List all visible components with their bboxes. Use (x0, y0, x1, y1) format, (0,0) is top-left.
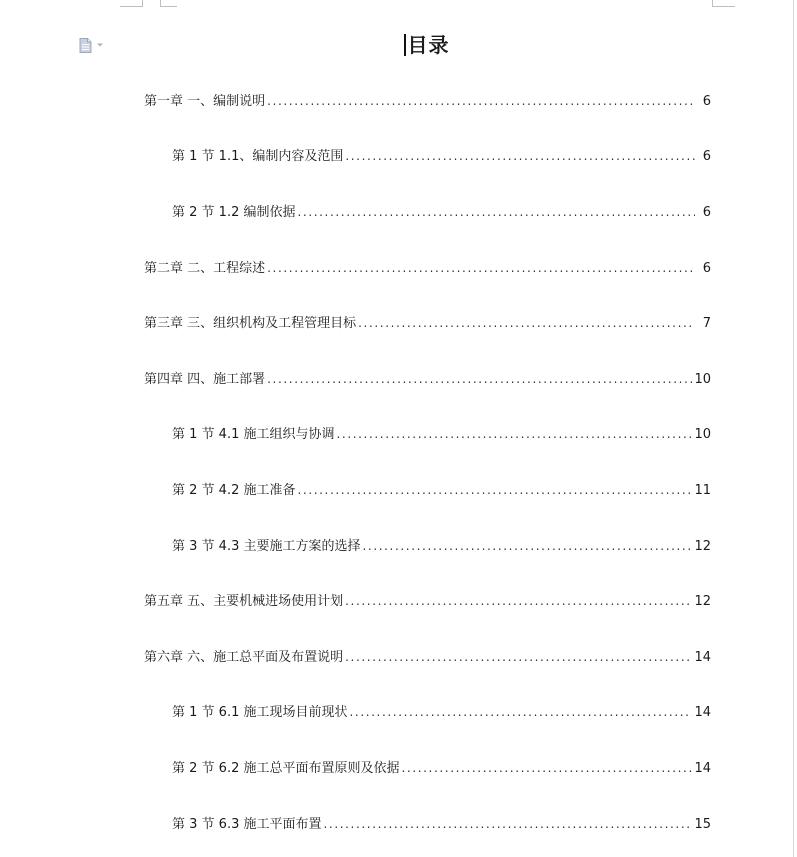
toc-entry-chapter-3[interactable] (144, 314, 711, 332)
toc-page-number: 6 (702, 205, 711, 220)
toc-page-number: 6 (702, 94, 711, 109)
toc-leader-dots (267, 370, 692, 388)
toc-page-number: 6 (702, 149, 711, 164)
toc-entry-section-4-1[interactable] (172, 425, 711, 443)
toc-entry-section-4-3[interactable] (172, 537, 711, 555)
toc-entry-label: 第 1 节 1.1、编制内容及范围 (172, 149, 344, 164)
toc-page-number: 10 (694, 427, 711, 442)
toc-page-number: 14 (694, 705, 711, 720)
toc-entry-chapter-6[interactable] (144, 648, 711, 666)
toc-entry-section-6-3[interactable] (172, 815, 711, 833)
toc-entry-label: 第 2 节 6.2 施工总平面布置原则及依据 (172, 761, 400, 776)
toc-leader-dots (336, 425, 692, 443)
toc-leader-dots (267, 259, 695, 277)
toc-entry-label: 第 1 节 4.1 施工组织与协调 (172, 427, 335, 442)
toc-page-number: 10 (694, 372, 711, 387)
toc-leader-dots (349, 703, 692, 721)
toc-leader-dots (401, 759, 692, 777)
toc-entry-section-1-2[interactable] (172, 203, 711, 221)
toc-entry-label: 第四章 四、施工部署 (144, 372, 266, 387)
toc-entry-label: 第 1 节 6.1 施工现场目前现状 (172, 705, 348, 720)
toc-entry-section-6-1[interactable] (172, 703, 711, 721)
toc-entry-label: 第 3 节 6.3 施工平面布置 (172, 817, 322, 832)
toc-leader-dots (323, 815, 692, 833)
toc-page-number: 7 (702, 316, 711, 331)
toc-page-number: 15 (694, 817, 711, 832)
toc-entry-chapter-4[interactable] (144, 370, 711, 388)
toc-page-number: 6 (702, 261, 711, 276)
page-title-text: 目录 (407, 33, 450, 57)
toc-leader-dots (345, 648, 692, 666)
toc-leader-dots (345, 592, 692, 610)
toc-leader-dots (358, 314, 695, 332)
toc-entry-label: 第 3 节 4.3 主要施工方案的选择 (172, 539, 361, 554)
toc-page-number: 12 (694, 594, 711, 609)
toc-leader-dots (345, 147, 695, 165)
toc-entry-section-6-2[interactable] (172, 759, 711, 777)
toc-entry-label: 第一章 一、编制说明 (144, 94, 266, 109)
toc-page-number: 12 (694, 539, 711, 554)
toc-entry-label: 第三章 三、组织机构及工程管理目标 (144, 316, 357, 331)
toc-entry-label: 第六章 六、施工总平面及布置说明 (144, 650, 344, 665)
toc-entry-section-1-1[interactable] (172, 147, 711, 165)
toc-entry-chapter-5[interactable] (144, 592, 711, 610)
toc-leader-dots (362, 537, 692, 555)
toc-page-number: 14 (694, 761, 711, 776)
toc-leader-dots (267, 92, 695, 110)
toc-entry-section-4-2[interactable] (172, 481, 711, 499)
toc-entry-chapter-1[interactable] (144, 92, 711, 110)
toc-page-number: 11 (694, 483, 711, 498)
toc-leader-dots (297, 481, 692, 499)
toc-entry-label: 第五章 五、主要机械进场使用计划 (144, 594, 344, 609)
toc-entry-label: 第二章 二、工程综述 (144, 261, 266, 276)
toc-leader-dots (297, 203, 695, 221)
toc-entry-chapter-2[interactable] (144, 259, 711, 277)
toc-page-number: 14 (694, 650, 711, 665)
toc-entry-label: 第 2 节 4.2 施工准备 (172, 483, 296, 498)
toc-entry-label: 第 2 节 1.2 编制依据 (172, 205, 296, 220)
